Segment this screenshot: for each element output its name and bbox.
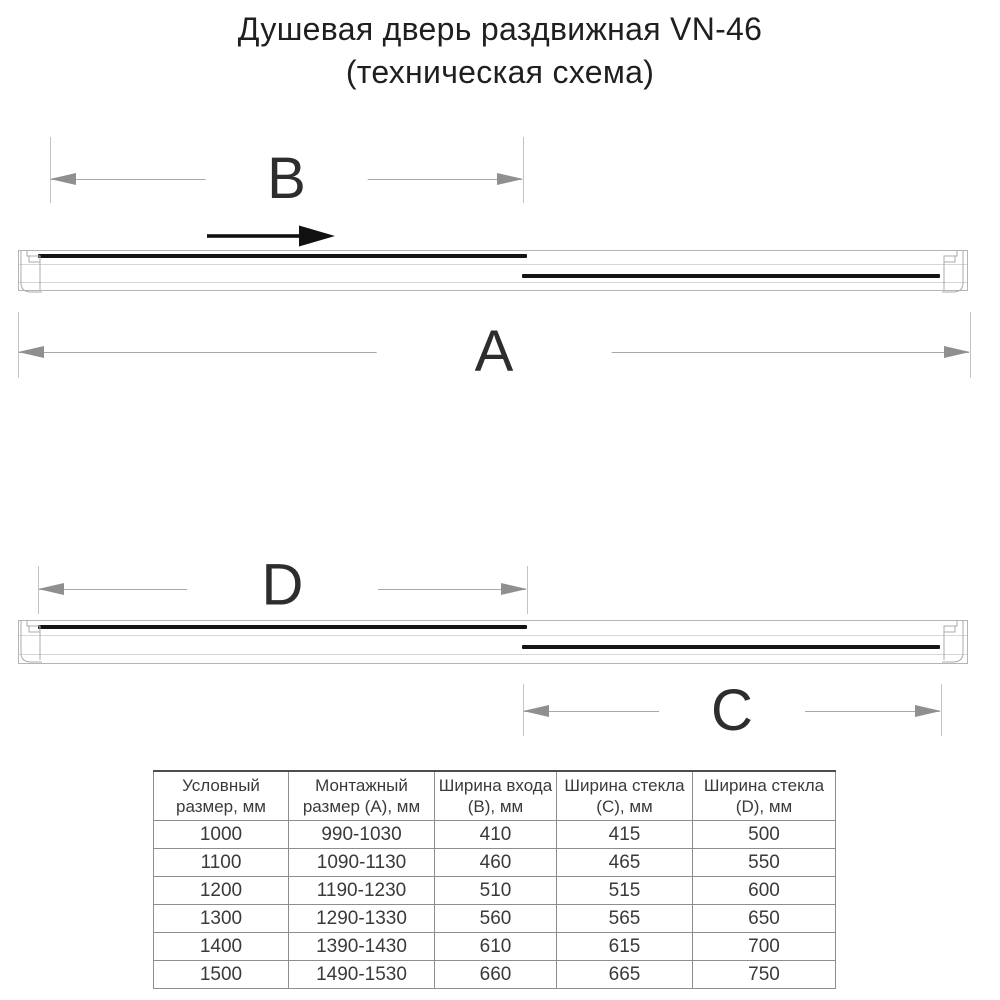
track-inner-line <box>19 282 967 283</box>
wall-profile-left-icon <box>15 619 53 668</box>
table-row <box>154 849 836 877</box>
table-cell: 1390-1430 <box>289 933 435 961</box>
table-row <box>154 905 836 933</box>
dim-arrowhead-right-icon <box>497 173 523 185</box>
table-cell: 1300 <box>154 905 289 933</box>
dim-b-label: B <box>205 150 368 208</box>
table-cell: 660 <box>435 961 557 989</box>
table-cell: 1290-1330 <box>289 905 435 933</box>
column-header: Ширина стекла (C), мм <box>557 771 693 821</box>
table-cell: 550 <box>693 849 836 877</box>
table-cell: 650 <box>693 905 836 933</box>
glass-panel-sliding-top <box>38 254 527 258</box>
dim-arrowhead-right-icon <box>501 583 527 595</box>
dim-arrowhead-right-icon <box>915 705 941 717</box>
table-cell: 750 <box>693 961 836 989</box>
table-cell: 460 <box>435 849 557 877</box>
glass-panel-fixed-bottom <box>522 645 940 649</box>
dim-d-ext-line-right <box>527 566 528 614</box>
page-title-line2: (техническая схема) <box>345 54 655 90</box>
dim-c-ext-line-right <box>941 684 942 736</box>
table-row <box>154 933 836 961</box>
table-cell: 515 <box>557 877 693 905</box>
column-header: Ширина входа (B), мм <box>435 771 557 821</box>
spec-table-header-row <box>154 771 836 821</box>
column-header: Монтажный размер (А), мм <box>289 771 435 821</box>
wall-profile-right-icon <box>931 619 969 668</box>
glass-panel-sliding-bottom <box>38 625 527 629</box>
table-cell: 565 <box>557 905 693 933</box>
track-inner-line <box>19 264 967 265</box>
track-inner-line <box>19 654 967 655</box>
dim-a-ext-line-right <box>970 312 971 378</box>
table-cell: 615 <box>557 933 693 961</box>
dim-b-ext-line-right <box>523 137 524 203</box>
dim-d-label: D <box>187 557 379 615</box>
table-cell: 410 <box>435 821 557 849</box>
table-cell: 665 <box>557 961 693 989</box>
table-cell: 415 <box>557 821 693 849</box>
slide-direction-arrow-icon <box>205 223 337 249</box>
table-cell: 1090-1130 <box>289 849 435 877</box>
track-inner-line <box>19 635 967 636</box>
table-cell: 700 <box>693 933 836 961</box>
table-row <box>154 821 836 849</box>
dim-c-label: C <box>659 682 805 740</box>
spec-table-header <box>154 771 836 821</box>
table-row <box>154 961 836 989</box>
dim-arrowhead-left-icon <box>38 583 64 595</box>
table-cell: 1200 <box>154 877 289 905</box>
dim-arrowhead-left-icon <box>523 705 549 717</box>
table-cell: 465 <box>557 849 693 877</box>
wall-profile-right-icon <box>931 249 969 298</box>
table-cell: 500 <box>693 821 836 849</box>
table-row <box>154 877 836 905</box>
spec-table-body <box>154 821 836 989</box>
dim-arrowhead-left-icon <box>18 346 44 358</box>
page-title-line1: Душевая дверь раздвижная VN-46 <box>237 11 763 47</box>
table-cell: 610 <box>435 933 557 961</box>
wall-profile-left-icon <box>15 249 53 298</box>
dim-b-ext-line-left <box>50 137 51 203</box>
dim-a-label: A <box>377 323 612 381</box>
dim-arrowhead-right-icon <box>944 346 970 358</box>
column-header: Условный размер, мм <box>154 771 289 821</box>
spec-table <box>153 770 836 989</box>
glass-panel-fixed-top <box>522 274 940 278</box>
table-cell: 990-1030 <box>289 821 435 849</box>
table-cell: 1000 <box>154 821 289 849</box>
table-cell: 510 <box>435 877 557 905</box>
table-cell: 1100 <box>154 849 289 877</box>
table-cell: 1500 <box>154 961 289 989</box>
table-cell: 560 <box>435 905 557 933</box>
column-header: Ширина стекла (D), мм <box>693 771 836 821</box>
table-cell: 1400 <box>154 933 289 961</box>
table-cell: 600 <box>693 877 836 905</box>
dim-a-ext-line-left <box>18 312 19 378</box>
page-title <box>0 8 1000 94</box>
table-cell: 1490-1530 <box>289 961 435 989</box>
dim-arrowhead-left-icon <box>50 173 76 185</box>
table-cell: 1190-1230 <box>289 877 435 905</box>
